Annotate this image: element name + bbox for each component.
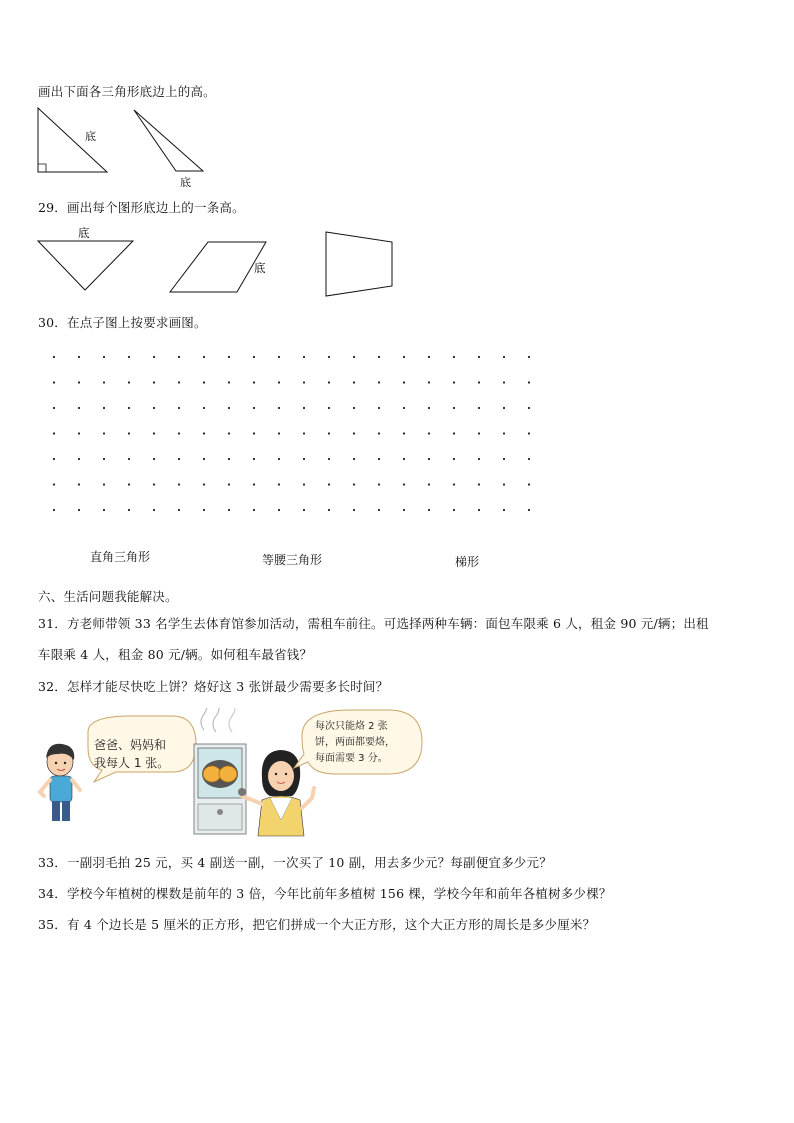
grid-dot[interactable] <box>53 458 55 460</box>
grid-dot[interactable] <box>528 381 530 383</box>
grid-dot[interactable] <box>503 381 505 383</box>
grid-dot[interactable] <box>78 407 80 409</box>
grid-dot[interactable] <box>378 458 380 460</box>
boy-figure <box>40 744 80 821</box>
grid-dot[interactable] <box>503 432 505 434</box>
boy-speech-line-2: 我每人 1 张。 <box>94 756 170 770</box>
grid-dot[interactable] <box>328 356 330 358</box>
grid-dot[interactable] <box>478 458 480 460</box>
grid-dot[interactable] <box>378 483 380 485</box>
grid-dot[interactable] <box>403 432 405 434</box>
boy-speech-line-1: 爸爸、妈妈和 <box>94 738 167 752</box>
label-trapezoid: 梯形 <box>455 555 480 569</box>
grid-dot[interactable] <box>528 356 530 358</box>
grid-dot[interactable] <box>303 356 305 358</box>
grid-dot[interactable] <box>353 509 355 511</box>
q33-prompt: 33．一副羽毛拍 25 元，买 4 副送一副，一次买了 10 副，用去多少元？每副便宜多少元？ <box>38 855 552 870</box>
grid-dot[interactable] <box>153 432 155 434</box>
grid-dot[interactable] <box>278 381 280 383</box>
grid-dot[interactable] <box>178 407 180 409</box>
grid-dot[interactable] <box>278 483 280 485</box>
grid-dot[interactable] <box>53 356 55 358</box>
q28-prompt: 画出下面各三角形底边上的高。 <box>38 84 216 99</box>
grid-dot[interactable] <box>278 407 280 409</box>
grid-dot[interactable] <box>503 509 505 511</box>
grid-dot[interactable] <box>153 458 155 460</box>
grid-dot[interactable] <box>353 483 355 485</box>
grid-dot[interactable] <box>353 381 355 383</box>
grid-dot[interactable] <box>203 407 205 409</box>
grid-dot[interactable] <box>253 483 255 485</box>
q34-prompt: 34．学校今年植树的棵数是前年的 3 倍，今年比前年多植树 156 棵，学校今年和前年各植树多少棵？ <box>38 886 612 901</box>
grid-dot[interactable] <box>103 381 105 383</box>
grid-dot[interactable] <box>478 509 480 511</box>
mom-speech-line-3: 每面需要 3 分。 <box>315 753 388 764</box>
grid-dot[interactable] <box>178 509 180 511</box>
grid-dot[interactable] <box>103 356 105 358</box>
grid-dot[interactable] <box>103 483 105 485</box>
grid-dot[interactable] <box>403 356 405 358</box>
grid-dot[interactable] <box>528 509 530 511</box>
grid-dot[interactable] <box>528 407 530 409</box>
inverted-triangle <box>38 226 133 290</box>
grid-dot[interactable] <box>178 381 180 383</box>
grid-dot[interactable] <box>378 509 380 511</box>
grid-dot[interactable] <box>178 356 180 358</box>
grid-dot[interactable] <box>503 483 505 485</box>
grid-dot[interactable] <box>428 509 430 511</box>
grid-dot[interactable] <box>53 407 55 409</box>
grid-dot[interactable] <box>378 432 380 434</box>
grid-dot[interactable] <box>303 483 305 485</box>
grid-dot[interactable] <box>328 483 330 485</box>
grid-dot[interactable] <box>503 407 505 409</box>
right-triangle <box>38 108 107 172</box>
grid-dot[interactable] <box>403 509 405 511</box>
grid-dot[interactable] <box>278 458 280 460</box>
mom-speech-line-1: 每次只能烙 2 张 <box>315 721 388 732</box>
grid-dot[interactable] <box>453 509 455 511</box>
q30-prompt: 30．在点子图上按要求画图。 <box>38 315 207 330</box>
grid-dot[interactable] <box>203 483 205 485</box>
grid-dot[interactable] <box>178 483 180 485</box>
grid-dot[interactable] <box>128 432 130 434</box>
grid-dot[interactable] <box>278 509 280 511</box>
grid-dot[interactable] <box>103 509 105 511</box>
grid-dot[interactable] <box>78 458 80 460</box>
grid-dot[interactable] <box>128 483 130 485</box>
grid-dot[interactable] <box>103 407 105 409</box>
grid-dot[interactable] <box>428 407 430 409</box>
grid-dot[interactable] <box>403 458 405 460</box>
grid-dot[interactable] <box>253 356 255 358</box>
grid-dot[interactable] <box>78 509 80 511</box>
q29-base-label-1: 底 <box>78 226 90 240</box>
grid-dot[interactable] <box>503 458 505 460</box>
grid-dot[interactable] <box>328 381 330 383</box>
grid-dot[interactable] <box>403 483 405 485</box>
grid-dot[interactable] <box>78 381 80 383</box>
grid-dot[interactable] <box>203 458 205 460</box>
grid-dot[interactable] <box>228 407 230 409</box>
q28-triangles <box>30 100 230 195</box>
grid-dot[interactable] <box>153 483 155 485</box>
grid-dot[interactable] <box>153 407 155 409</box>
grid-dot[interactable] <box>328 458 330 460</box>
q31-line-1: 31．方老师带领 33 名学生去体育馆参加活动，需租车前往。可选择两种车辆：面包车限乘 6 人，租金 90 元/辆；出租 <box>38 616 709 631</box>
q29-base-label-2: 底 <box>254 261 266 275</box>
grid-dot[interactable] <box>153 356 155 358</box>
grid-dot[interactable] <box>453 356 455 358</box>
grid-dot[interactable] <box>203 432 205 434</box>
q28-base-label-1: 底 <box>85 130 96 143</box>
grid-dot[interactable] <box>353 458 355 460</box>
grid-dot[interactable] <box>453 483 455 485</box>
grid-dot[interactable] <box>403 407 405 409</box>
grid-dot[interactable] <box>153 381 155 383</box>
grid-dot[interactable] <box>428 483 430 485</box>
grid-dot[interactable] <box>428 432 430 434</box>
grid-dot[interactable] <box>53 381 55 383</box>
grid-dot[interactable] <box>453 458 455 460</box>
grid-dot[interactable] <box>428 458 430 460</box>
grid-dot[interactable] <box>203 509 205 511</box>
grid-dot[interactable] <box>353 432 355 434</box>
q29-prompt: 29．画出每个图形底边上的一条高。 <box>38 200 245 215</box>
grid-dot[interactable] <box>228 432 230 434</box>
grid-dot[interactable] <box>228 509 230 511</box>
grid-dot[interactable] <box>453 381 455 383</box>
grid-dot[interactable] <box>228 483 230 485</box>
grid-dot[interactable] <box>303 381 305 383</box>
grid-dot[interactable] <box>453 407 455 409</box>
grid-dot[interactable] <box>453 432 455 434</box>
grid-dot[interactable] <box>528 432 530 434</box>
q35-prompt: 35．有 4 个边长是 5 厘米的正方形，把它们拼成一个大正方形，这个大正方形的周长是多少厘米？ <box>38 917 596 932</box>
grid-dot[interactable] <box>378 407 380 409</box>
grid-dot[interactable] <box>53 432 55 434</box>
grid-dot[interactable] <box>228 356 230 358</box>
grid-dot[interactable] <box>528 458 530 460</box>
grid-dot[interactable] <box>253 432 255 434</box>
grid-dot[interactable] <box>53 509 55 511</box>
section-6-heading: 六、生活问题我能解决。 <box>38 589 178 604</box>
q29-shapes <box>30 222 410 304</box>
grid-dot[interactable] <box>78 483 80 485</box>
grid-dot[interactable] <box>78 356 80 358</box>
q31-line-2: 车限乘 4 人，租金 80 元/辆。如何租车最省钱？ <box>38 647 313 662</box>
q28-base-label-2: 底 <box>180 176 191 189</box>
trapezoid <box>326 232 392 296</box>
grid-dot[interactable] <box>253 381 255 383</box>
grid-dot[interactable] <box>328 407 330 409</box>
mom-speech-text <box>315 719 395 767</box>
grid-dot[interactable] <box>303 458 305 460</box>
grid-dot[interactable] <box>478 407 480 409</box>
grid-dot[interactable] <box>178 458 180 460</box>
dot-grid[interactable] <box>40 350 550 525</box>
grid-dot[interactable] <box>378 356 380 358</box>
grid-dot[interactable] <box>53 483 55 485</box>
grid-dot[interactable] <box>403 381 405 383</box>
label-isosceles-triangle: 等腰三角形 <box>262 553 323 567</box>
grid-dot[interactable] <box>228 381 230 383</box>
grid-dot[interactable] <box>353 407 355 409</box>
grid-dot[interactable] <box>128 509 130 511</box>
grid-dot[interactable] <box>353 356 355 358</box>
grid-dot[interactable] <box>128 356 130 358</box>
grid-dot[interactable] <box>378 381 380 383</box>
grid-dot[interactable] <box>203 356 205 358</box>
grid-dot[interactable] <box>328 509 330 511</box>
grid-dot[interactable] <box>253 458 255 460</box>
grid-dot[interactable] <box>228 458 230 460</box>
obtuse-triangle <box>134 110 203 189</box>
grid-dot[interactable] <box>278 356 280 358</box>
grid-dot[interactable] <box>303 432 305 434</box>
mom-speech-line-2: 饼，两面都要烙， <box>315 737 395 748</box>
grid-dot[interactable] <box>478 381 480 383</box>
stove <box>194 708 246 834</box>
grid-dot[interactable] <box>178 432 180 434</box>
grid-dot[interactable] <box>478 432 480 434</box>
grid-dot[interactable] <box>478 356 480 358</box>
grid-dot[interactable] <box>128 458 130 460</box>
grid-dot[interactable] <box>528 483 530 485</box>
grid-dot[interactable] <box>328 432 330 434</box>
grid-dot[interactable] <box>253 509 255 511</box>
grid-dot[interactable] <box>303 509 305 511</box>
grid-dot[interactable] <box>428 356 430 358</box>
label-right-triangle: 直角三角形 <box>90 550 151 564</box>
grid-dot[interactable] <box>78 432 80 434</box>
grid-dot[interactable] <box>128 407 130 409</box>
grid-dot[interactable] <box>153 509 155 511</box>
grid-dot[interactable] <box>278 432 280 434</box>
grid-dot[interactable] <box>253 407 255 409</box>
grid-dot[interactable] <box>203 381 205 383</box>
q32-prompt: 32．怎样才能尽快吃上饼？烙好这 3 张饼最少需要多长时间？ <box>38 679 389 694</box>
grid-dot[interactable] <box>128 381 130 383</box>
boy-speech-text <box>94 736 169 772</box>
grid-dot[interactable] <box>103 432 105 434</box>
grid-dot[interactable] <box>428 381 430 383</box>
parallelogram <box>170 242 266 292</box>
grid-dot[interactable] <box>478 483 480 485</box>
grid-dot[interactable] <box>503 356 505 358</box>
grid-dot[interactable] <box>303 407 305 409</box>
grid-dot[interactable] <box>103 458 105 460</box>
